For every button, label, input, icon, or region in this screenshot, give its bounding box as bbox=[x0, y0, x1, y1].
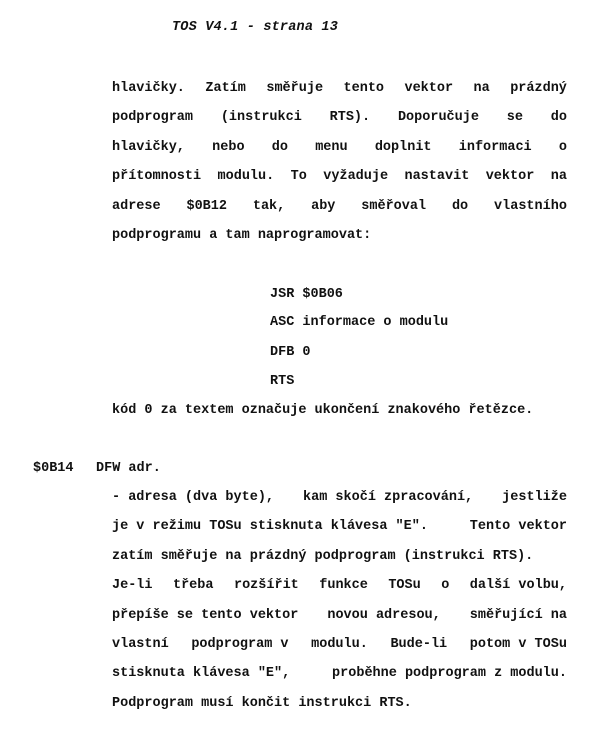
word: Tento vektor bbox=[469, 519, 567, 534]
word: se bbox=[506, 110, 523, 125]
word: (instrukci bbox=[220, 110, 302, 125]
word: $0B12 bbox=[186, 199, 227, 214]
paragraph-line bbox=[112, 667, 567, 681]
word: zatím směřuje na prázdný podprogram (instrukci RTS). bbox=[112, 549, 534, 564]
word: o bbox=[558, 140, 567, 155]
word: TOSu bbox=[388, 578, 421, 593]
word: jestliže bbox=[502, 490, 567, 505]
word: směřoval bbox=[361, 199, 427, 214]
paragraph-line: kód 0 za textem označuje ukončení znakového řetězce. bbox=[112, 403, 534, 418]
word: modulu. bbox=[217, 169, 275, 184]
word: modulu. bbox=[311, 637, 368, 652]
word: do bbox=[451, 199, 469, 214]
word: vektor bbox=[485, 169, 535, 184]
paragraph-line bbox=[112, 579, 567, 593]
word: do bbox=[271, 140, 288, 155]
entry-address: $0B14 bbox=[33, 461, 74, 476]
paragraph-line bbox=[112, 550, 567, 564]
paragraph-line bbox=[112, 491, 567, 505]
word: vektor bbox=[404, 81, 454, 96]
word: tak, bbox=[252, 199, 286, 214]
word: stisknuta klávesa "E", bbox=[112, 666, 291, 681]
word: podprogram bbox=[112, 110, 194, 125]
word: směřující na bbox=[469, 608, 567, 623]
page-header: TOS V4.1 - strana 13 bbox=[172, 20, 339, 35]
word: vlastního bbox=[494, 199, 567, 214]
word: na bbox=[550, 169, 567, 184]
word: Zatím bbox=[205, 81, 246, 96]
paragraph-line bbox=[112, 200, 567, 214]
word: novou adresou, bbox=[327, 608, 441, 623]
word: funkce bbox=[319, 578, 368, 593]
code-line: RTS bbox=[270, 374, 295, 389]
word: nastavit bbox=[404, 169, 470, 184]
word: informaci bbox=[458, 140, 532, 155]
word: rozšířit bbox=[233, 578, 299, 593]
word: hlavičky. bbox=[112, 81, 185, 96]
code-line: ASC informace o modulu bbox=[270, 315, 449, 330]
word: přepíše se tento vektor bbox=[112, 608, 299, 623]
word: To bbox=[290, 169, 307, 184]
word: proběhne podprogram z modulu. bbox=[332, 666, 567, 681]
word: podprogram v bbox=[191, 637, 289, 652]
code-line: DFB 0 bbox=[270, 345, 311, 360]
paragraph-line bbox=[112, 82, 567, 96]
word: kam skočí zpracování, bbox=[303, 490, 474, 505]
word: doplnit bbox=[374, 140, 432, 155]
word: adrese bbox=[112, 199, 161, 214]
word: je v režimu TOSu stisknuta klávesa "E". bbox=[112, 519, 428, 534]
word: do bbox=[550, 110, 567, 125]
entry-instruction: DFW adr. bbox=[96, 461, 161, 476]
word: vlastní bbox=[112, 637, 169, 652]
word: o bbox=[441, 578, 450, 593]
paragraph-line bbox=[112, 141, 567, 155]
word: tento bbox=[343, 81, 385, 96]
paragraph-line bbox=[112, 609, 567, 623]
code-line: JSR $0B06 bbox=[270, 287, 343, 302]
word: menu bbox=[315, 140, 348, 155]
paragraph-line bbox=[112, 638, 567, 652]
word: prázdný bbox=[510, 81, 567, 96]
word: Bude-li bbox=[390, 637, 448, 652]
word: aby bbox=[311, 199, 336, 214]
word: potom v TOSu bbox=[469, 637, 567, 652]
word: RTS). bbox=[329, 110, 371, 125]
word: přítomnosti bbox=[112, 169, 202, 184]
paragraph-line: podprogramu a tam naprogramovat: bbox=[112, 228, 372, 243]
word: směřuje bbox=[266, 81, 324, 96]
word: hlavičky, bbox=[112, 140, 185, 155]
word: vyžaduje bbox=[323, 169, 389, 184]
word: třeba bbox=[172, 578, 214, 593]
paragraph-line bbox=[112, 111, 567, 125]
word: Je-li bbox=[112, 578, 153, 593]
paragraph-line bbox=[112, 520, 567, 534]
paragraph-line bbox=[112, 170, 567, 184]
word: nebo bbox=[212, 140, 245, 155]
paragraph-line: Podprogram musí končit instrukci RTS. bbox=[112, 696, 412, 711]
word: na bbox=[473, 81, 490, 96]
word: další volbu, bbox=[469, 578, 567, 593]
word: Doporučuje bbox=[397, 110, 479, 125]
word: - adresa (dva byte), bbox=[112, 490, 275, 505]
